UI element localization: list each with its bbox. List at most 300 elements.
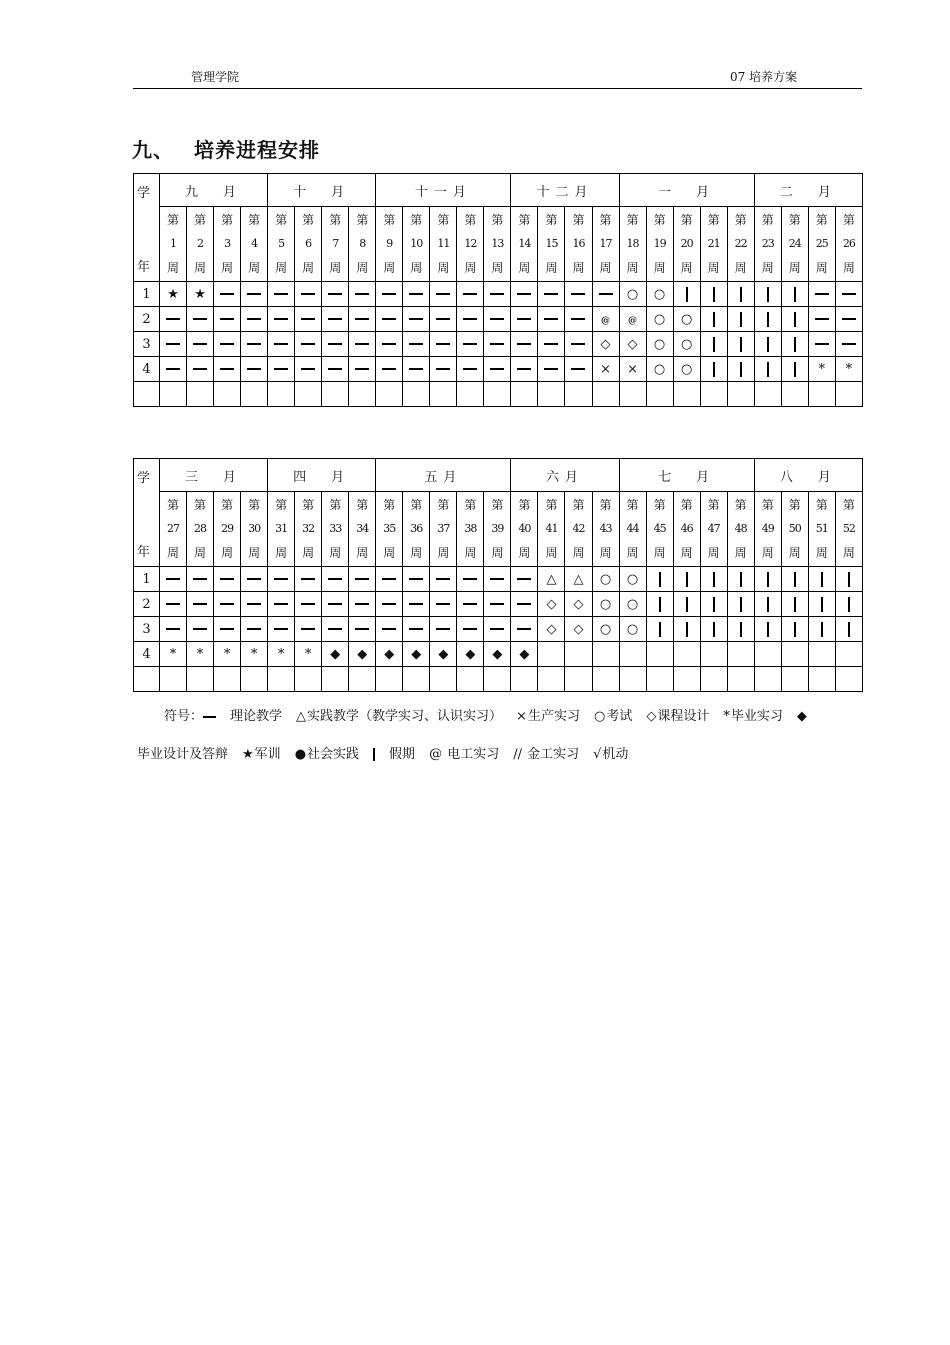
schedule-cell: [268, 642, 295, 667]
header-rule: [133, 88, 862, 89]
week-number: 31: [275, 522, 288, 535]
week-prefix: 第: [329, 498, 342, 512]
legend-symbol: √: [593, 747, 602, 762]
theory-mark: [166, 603, 180, 605]
theory-mark: [274, 603, 288, 605]
legend-item: [516, 709, 580, 724]
week-cell: [781, 492, 808, 567]
year-header-cell: [134, 459, 160, 567]
legend-prefix: 符号：: [164, 709, 204, 724]
schedule-cell: [781, 642, 808, 667]
schedule-mark: *: [223, 646, 231, 662]
theory-mark: [220, 628, 234, 630]
schedule-cell: [349, 592, 376, 617]
schedule-cell: [457, 617, 484, 642]
schedule-cell: [214, 307, 241, 332]
schedule-cell: [376, 567, 403, 592]
schedule-cell: [187, 332, 214, 357]
week-cell: [808, 207, 835, 282]
theory-mark: [517, 578, 531, 580]
week-cell: [403, 492, 430, 567]
blank-cell: [134, 382, 160, 407]
week-number: 4: [251, 237, 258, 250]
week-prefix: 第: [329, 213, 342, 227]
week-suffix: 周: [707, 546, 720, 560]
week-number: 44: [626, 522, 639, 535]
month-cell: 三 月: [160, 459, 268, 492]
schedule-cell: [592, 592, 619, 617]
theory-mark: [517, 628, 531, 630]
week-suffix: 周: [383, 261, 396, 275]
week-number: 52: [842, 522, 855, 535]
week-cell: [511, 492, 538, 567]
holiday-mark: [686, 287, 688, 302]
schedule-cell: [565, 617, 592, 642]
schedule-mark: ★: [194, 286, 206, 302]
schedule-cell: [322, 332, 349, 357]
week-prefix: 第: [248, 213, 261, 227]
theory-mark: [382, 318, 396, 320]
blank-cell: [430, 382, 457, 407]
section-title: [132, 134, 320, 163]
holiday-mark: [767, 312, 769, 327]
week-suffix: 周: [599, 546, 612, 560]
blank-cell: [295, 667, 322, 692]
week-suffix: 周: [788, 261, 801, 275]
legend-label: 电工实习: [443, 747, 500, 762]
schedule-cell: [403, 357, 430, 382]
month-cell: 五月: [376, 459, 511, 492]
schedule-mark: *: [196, 646, 204, 662]
week-prefix: 第: [653, 498, 666, 512]
week-cell: [214, 207, 241, 282]
week-suffix: 周: [221, 261, 234, 275]
week-number: 7: [332, 237, 339, 250]
theory-mark: [409, 343, 423, 345]
schedule-cell: [835, 307, 862, 332]
week-suffix: 周: [464, 546, 477, 560]
holiday-mark: [713, 362, 715, 377]
theory-mark: [274, 343, 288, 345]
schedule-cell: [484, 642, 511, 667]
holiday-mark: [713, 572, 715, 587]
week-number: 28: [194, 522, 207, 535]
theory-mark: [328, 368, 342, 370]
schedule-mark: ○: [626, 596, 639, 612]
schedule-cell: [808, 357, 835, 382]
schedule-cell: [511, 332, 538, 357]
theory-mark: [436, 368, 450, 370]
blank-cell: [619, 667, 646, 692]
holiday-mark: [713, 622, 715, 637]
week-prefix: 第: [707, 213, 720, 227]
schedule-cell: [187, 592, 214, 617]
legend-label: 金工实习: [522, 747, 580, 762]
week-suffix: 周: [167, 546, 180, 560]
schedule-cell: [835, 357, 862, 382]
theory-mark: [463, 293, 477, 295]
theory-mark: [301, 628, 315, 630]
legend-item: [296, 709, 502, 724]
schedule-cell: [187, 642, 214, 667]
week-cell: [187, 207, 214, 282]
week-suffix: 周: [680, 261, 693, 275]
holiday-mark: [713, 312, 715, 327]
week-suffix: 周: [329, 546, 342, 560]
table-row: [134, 642, 863, 667]
schedule-cell: [295, 617, 322, 642]
holiday-mark: [740, 362, 742, 377]
week-prefix: 第: [788, 213, 801, 227]
schedule-cell: [727, 282, 754, 307]
year-label-top: 学: [136, 471, 156, 486]
week-number: 12: [464, 237, 477, 250]
theory-mark: [571, 343, 585, 345]
week-cell: [565, 492, 592, 567]
schedule-cell: [322, 282, 349, 307]
schedule-cell: [673, 592, 700, 617]
schedule-mark: ◇: [546, 621, 557, 637]
legend-item: [429, 747, 499, 762]
blank-cell: [619, 382, 646, 407]
schedule-cell: [565, 307, 592, 332]
blank-cell: [214, 667, 241, 692]
theory-mark: [247, 368, 261, 370]
week-number: 41: [545, 522, 558, 535]
week-prefix: 第: [653, 213, 666, 227]
year-header-cell: [134, 174, 160, 282]
schedule-cell: [268, 592, 295, 617]
theory-mark: [463, 628, 477, 630]
theory-mark: [328, 343, 342, 345]
holiday-mark: [740, 337, 742, 352]
theory-mark: [490, 578, 504, 580]
schedule-cell: [376, 282, 403, 307]
week-suffix: 周: [761, 546, 774, 560]
blank-cell: [457, 667, 484, 692]
schedule-mark: ○: [599, 571, 612, 587]
week-suffix: 周: [545, 261, 558, 275]
schedule-cell: [754, 332, 781, 357]
week-prefix: 第: [680, 498, 693, 512]
blank-cell: [727, 382, 754, 407]
week-prefix: 第: [599, 213, 612, 227]
schedule-cell: [835, 332, 862, 357]
schedule-cell: [727, 307, 754, 332]
schedule-cell: [241, 567, 268, 592]
schedule-cell: [565, 642, 592, 667]
theory-mark: [247, 628, 261, 630]
schedule-cell: [187, 357, 214, 382]
schedule-cell: [538, 332, 565, 357]
schedule-cell: [700, 282, 727, 307]
legend-holiday-mark: [373, 748, 375, 761]
holiday-mark: [767, 287, 769, 302]
theory-mark: [166, 318, 180, 320]
week-cell: [592, 207, 619, 282]
table-row: [134, 282, 863, 307]
legend-label: 课程设计: [657, 709, 710, 724]
week-suffix: 周: [842, 261, 855, 275]
week-cell: [322, 492, 349, 567]
schedule-cell: [673, 307, 700, 332]
week-suffix: 周: [572, 546, 585, 560]
blank-cell: [322, 382, 349, 407]
schedule-cell: [160, 617, 187, 642]
schedule-cell: [430, 592, 457, 617]
schedule-mark: ◆: [465, 646, 476, 662]
schedule-cell: [214, 357, 241, 382]
theory-mark: [328, 318, 342, 320]
theory-mark: [382, 343, 396, 345]
theory-mark: [193, 628, 207, 630]
holiday-mark: [740, 622, 742, 637]
week-prefix: 第: [302, 498, 315, 512]
week-number: 43: [599, 522, 612, 535]
theory-mark: [544, 368, 558, 370]
theory-mark: [301, 603, 315, 605]
schedule-cell: [592, 567, 619, 592]
theory-mark: [409, 318, 423, 320]
schedule-cell: [484, 567, 511, 592]
schedule-cell: [160, 642, 187, 667]
week-prefix: 第: [626, 498, 639, 512]
week-suffix: 周: [545, 546, 558, 560]
schedule-cell: [241, 642, 268, 667]
legend-symbol: ×: [516, 709, 527, 724]
year-label-bottom: 年: [136, 260, 156, 275]
schedule-cell: [565, 332, 592, 357]
schedule-cell: [781, 357, 808, 382]
holiday-mark: [821, 622, 823, 637]
month-cell: 十二月: [511, 174, 619, 207]
schedule-mark: ○: [626, 571, 639, 587]
week-suffix: 周: [518, 546, 531, 560]
week-prefix: 第: [572, 213, 585, 227]
schedule-cell: [646, 642, 673, 667]
schedule-cell: [403, 617, 430, 642]
schedule-mark: ○: [653, 311, 666, 327]
theory-mark: [301, 343, 315, 345]
week-suffix: 周: [302, 261, 315, 275]
blank-cell: [592, 667, 619, 692]
week-number: 36: [410, 522, 423, 535]
week-prefix: 第: [626, 213, 639, 227]
week-prefix: 第: [545, 498, 558, 512]
blank-cell: [187, 382, 214, 407]
theory-mark: [571, 293, 585, 295]
theory-mark: [220, 318, 234, 320]
schedule-cell: [457, 307, 484, 332]
schedule-cell: [457, 592, 484, 617]
schedule-mark: *: [818, 361, 826, 377]
week-prefix: 第: [545, 213, 558, 227]
week-suffix: 周: [194, 546, 207, 560]
schedule-cell: [619, 332, 646, 357]
blank-cell: [781, 382, 808, 407]
theory-mark: [463, 343, 477, 345]
month-cell: 十一月: [376, 174, 511, 207]
schedule-cell: [160, 567, 187, 592]
week-suffix: 周: [437, 546, 450, 560]
legend-item: [295, 747, 359, 762]
blank-cell: [322, 667, 349, 692]
theory-mark: [355, 368, 369, 370]
schedule-mark: *: [250, 646, 258, 662]
schedule-cell: [403, 567, 430, 592]
week-cell: [808, 492, 835, 567]
legend-line-1: [164, 705, 822, 724]
schedule-cell: [727, 332, 754, 357]
blank-cell: [700, 667, 727, 692]
theory-mark: [220, 293, 234, 295]
week-cell: [241, 492, 268, 567]
month-cell: 九 月: [160, 174, 268, 207]
holiday-mark: [794, 337, 796, 352]
schedule-cell: [241, 592, 268, 617]
week-cell: [673, 492, 700, 567]
legend-line-2: [137, 743, 642, 762]
blank-cell: [646, 382, 673, 407]
legend-symbol: △: [296, 709, 307, 724]
blank-cell: [214, 382, 241, 407]
theory-mark: [355, 343, 369, 345]
blank-cell: [376, 667, 403, 692]
week-prefix: 第: [491, 213, 504, 227]
schedule-cell: [457, 332, 484, 357]
schedule-cell: [160, 332, 187, 357]
schedule-mark: ◇: [600, 336, 611, 352]
schedule-cell: [430, 642, 457, 667]
theory-mark: [193, 603, 207, 605]
schedule-cell: [619, 307, 646, 332]
theory-mark: [463, 318, 477, 320]
year-number: 1: [134, 567, 160, 592]
schedule-cell: [592, 357, 619, 382]
theory-mark: [247, 343, 261, 345]
year-label-bottom: 年: [136, 545, 156, 560]
schedule-cell: [727, 567, 754, 592]
schedule-cell: [322, 592, 349, 617]
week-prefix: 第: [221, 498, 234, 512]
schedule-cell: [646, 567, 673, 592]
schedule-table-2: [133, 458, 863, 692]
schedule-cell: [835, 617, 862, 642]
week-cell: [268, 207, 295, 282]
theory-mark: [517, 603, 531, 605]
legend-item: [513, 747, 579, 762]
schedule-cell: [403, 592, 430, 617]
holiday-mark: [686, 572, 688, 587]
theory-mark: [274, 368, 288, 370]
schedule-cell: [160, 357, 187, 382]
holiday-mark: [740, 597, 742, 612]
week-cell: [646, 207, 673, 282]
schedule-cell: [754, 567, 781, 592]
schedule-cell: [511, 282, 538, 307]
year-label-top: 学: [136, 186, 156, 201]
schedule-mark: ○: [653, 361, 666, 377]
schedule-cell: [349, 357, 376, 382]
week-number: 10: [410, 237, 423, 250]
week-number: 1: [170, 237, 177, 250]
theory-mark: [436, 293, 450, 295]
week-cell: [754, 492, 781, 567]
schedule-cell: [619, 282, 646, 307]
week-number: 5: [278, 237, 285, 250]
schedule-mark: ○: [653, 286, 666, 302]
week-suffix: 周: [221, 546, 234, 560]
week-number: 45: [653, 522, 666, 535]
week-cell: [349, 207, 376, 282]
week-suffix: 周: [275, 546, 288, 560]
blank-cell: [538, 667, 565, 692]
schedule-cell: [160, 592, 187, 617]
schedule-cell: [646, 592, 673, 617]
schedule-cell: [484, 617, 511, 642]
legend-item: [723, 709, 783, 724]
blank-cell: [430, 667, 457, 692]
week-prefix: 第: [734, 213, 747, 227]
blank-cell: [160, 667, 187, 692]
week-suffix: 周: [815, 546, 828, 560]
schedule-cell: [187, 307, 214, 332]
schedule-cell: [187, 617, 214, 642]
blank-cell: [781, 667, 808, 692]
week-cell: [619, 207, 646, 282]
week-cell: [592, 492, 619, 567]
week-cell: [727, 492, 754, 567]
schedule-cell: [457, 357, 484, 382]
schedule-cell: [727, 592, 754, 617]
week-suffix: 周: [302, 546, 315, 560]
theory-mark: [274, 628, 288, 630]
week-number: 22: [734, 237, 747, 250]
blank-row: [134, 667, 863, 692]
schedule-cell: [781, 282, 808, 307]
theory-mark: [409, 293, 423, 295]
week-prefix: 第: [680, 213, 693, 227]
schedule-cell: [457, 282, 484, 307]
week-prefix: 第: [734, 498, 747, 512]
blank-cell: [538, 382, 565, 407]
theory-mark: [328, 293, 342, 295]
week-prefix: 第: [221, 213, 234, 227]
week-prefix: 第: [842, 213, 855, 227]
schedule-cell: [538, 592, 565, 617]
schedule-cell: [187, 567, 214, 592]
schedule-cell: [430, 567, 457, 592]
schedule-cell: [565, 592, 592, 617]
holiday-mark: [740, 572, 742, 587]
week-cell: [538, 207, 565, 282]
schedule-cell: [646, 332, 673, 357]
theory-mark: [355, 578, 369, 580]
week-cell: [673, 207, 700, 282]
theory-mark: [247, 318, 261, 320]
schedule-cell: [430, 307, 457, 332]
schedule-mark: ★: [167, 286, 179, 302]
schedule-cell: [241, 617, 268, 642]
week-number: 32: [302, 522, 315, 535]
week-suffix: 周: [383, 546, 396, 560]
schedule-cell: [835, 282, 862, 307]
table-row: [134, 592, 863, 617]
holiday-mark: [767, 362, 769, 377]
schedule-mark: ◆: [357, 646, 368, 662]
theory-mark: [436, 318, 450, 320]
week-prefix: 第: [194, 213, 207, 227]
